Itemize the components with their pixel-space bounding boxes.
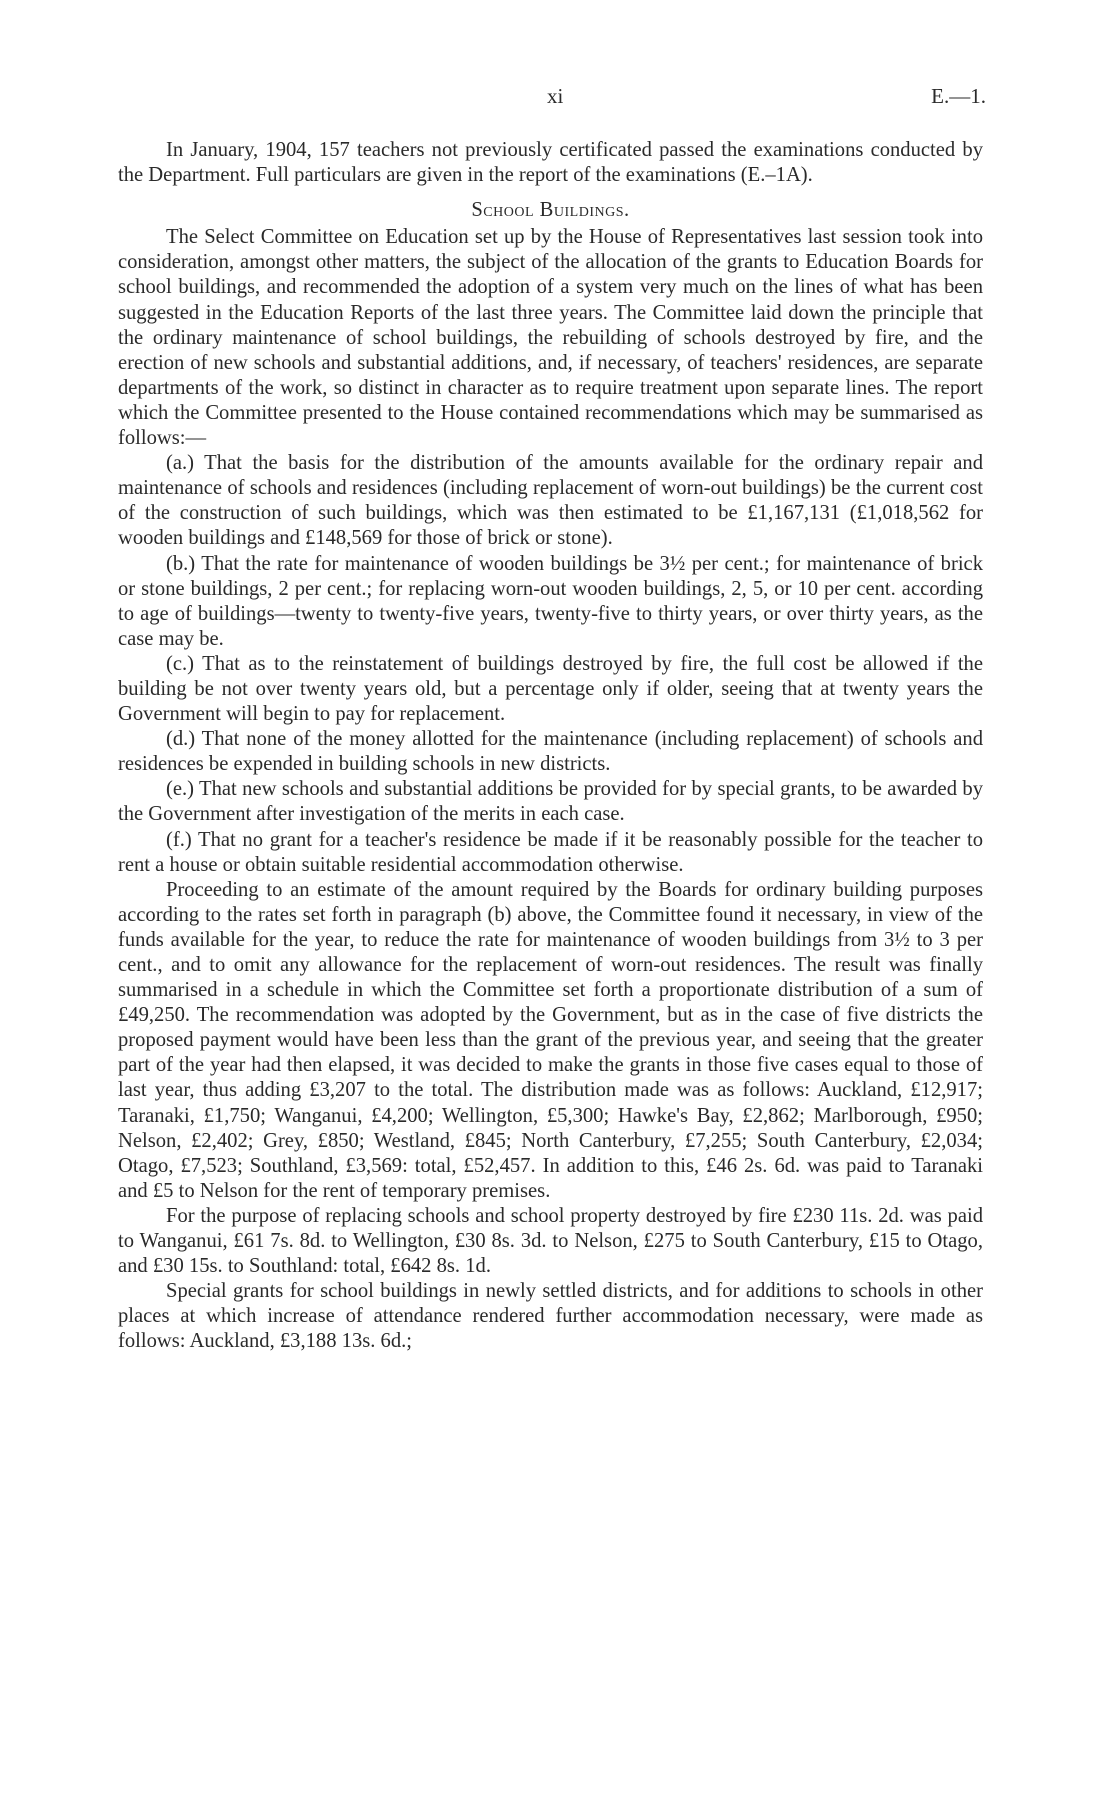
page-number: xi bbox=[547, 84, 564, 108]
recommendation-d: (d.) That none of the money allotted for the maintenance (including replacement) of schools and residences be expended in building schools in new districts. bbox=[118, 728, 983, 776]
page-header bbox=[0, 84, 1114, 114]
section-heading: School Buildings. bbox=[471, 199, 630, 222]
recommendation-e: (e.) That new schools and substantial additions be provided for by special grants, to be awarded by the Government after investigation of the merits in each case. bbox=[118, 778, 983, 826]
recommendation-a: (a.) That the basis for the distribution of the amounts available for the ordinary repair and maintenance of schools and residences (including replacement of worn-out buildings) be the current cost of the construction of such buildings, which was then estimated to be £1,167,131 (£1,018,562 for wooden buildings and £148,569 for those of brick or stone). bbox=[118, 452, 983, 550]
paragraph-select-committee: The Select Committee on Education set up by the House of Representatives last session took into consideration, amongst other matters, the subject of the allocation of the grants to Education Boards for school buildings, and recommended the adoption of a system very much on the lines of what has been suggested in the Education Reports of the last three years. The Committee laid down the principle that the ordinary maintenance of school buildings, the rebuilding of schools destroyed by fire, and the erection of new schools and substantial additions, and, if necessary, of teachers' residences, are separate departments of the work, so distinct in character as to require treatment upon separate lines. The report which the Committee presented to the House contained recommendations which may be summarised as follows:— bbox=[118, 226, 983, 450]
body-text bbox=[118, 138, 983, 1355]
paragraph-distribution: Proceeding to an estimate of the amount required by the Boards for ordinary building purposes according to the rates set forth in paragraph (b) above, the Committee found it necessary, in view of the funds available for the year, to reduce the rate for maintenance of wooden buildings from 3½ to 3 per cent., and to omit any allowance for the replacement of worn-out residences. The result was finally summarised in a schedule in which the Committee set forth a proportionate distribution of a sum of £49,250. The recommendation was adopted by the Government, but as in the case of five districts the proposed payment would have been less than the grant of the previous year, and seeing that the greater part of the year had then elapsed, it was decided to make the grants in those five cases equal to those of last year, thus adding £3,207 to the total. The distribution made was as follows: Auckland, £12,917; Taranaki, £1,750; Wanganui, £4,200; Wellington, £5,300; Hawke's Bay, £2,862; Marlborough, £950; Nelson, £2,402; Grey, £850; Westland, £845; North Canterbury, £7,255; South Canterbury, £2,034; Otago, £7,523; Southland, £3,569: total, £52,457. In addition to this, £46 2s. 6d. was paid to Taranaki and £5 to Nelson for the rent of temporary premises. bbox=[118, 878, 983, 1202]
recommendation-c: (c.) That as to the reinstatement of buildings destroyed by fire, the full cost be allowed if the building be not over twenty years old, but a percentage only if older, seeing that at twenty years the Government will begin to pay for replacement. bbox=[118, 652, 983, 726]
document-reference: E.—1. bbox=[931, 84, 986, 108]
recommendation-b: (b.) That the rate for maintenance of wooden buildings be 3½ per cent.; for maintenance of brick or stone buildings, 2 per cent.; for replacing worn-out wooden buildings, 2, 5, or 10 per cent. according to age of buildings—twenty to twenty-five years, twenty-five to thirty years, or over thirty years, as the case may be. bbox=[118, 552, 983, 650]
recommendation-f: (f.) That no grant for a teacher's residence be made if it be reasonably possible for the teacher to rent a house or obtain suitable residential accommodation otherwise. bbox=[118, 828, 983, 876]
paragraph-certificated-teachers: In January, 1904, 157 teachers not previously certificated passed the examinations conducted by the Department. Full particulars are given in the report of the examinations (E.–1A). bbox=[118, 139, 983, 187]
paragraph-fire-replacement: For the purpose of replacing schools and school property destroyed by fire £230 11s. 2d. was paid to Wanganui, £61 7s. 8d. to Wellington, £30 8s. 3d. to Nelson, £275 to South Canterbury, £15 to Otago, and £30 15s. to Southland: total, £642 8s. 1d. bbox=[118, 1204, 983, 1278]
paragraph-special-grants: Special grants for school buildings in newly settled districts, and for additions to schools in other places at which increase of attendance rendered further accommodation necessary, were made as follows: Auckland, £3,188 13s. 6d.; bbox=[118, 1280, 983, 1353]
